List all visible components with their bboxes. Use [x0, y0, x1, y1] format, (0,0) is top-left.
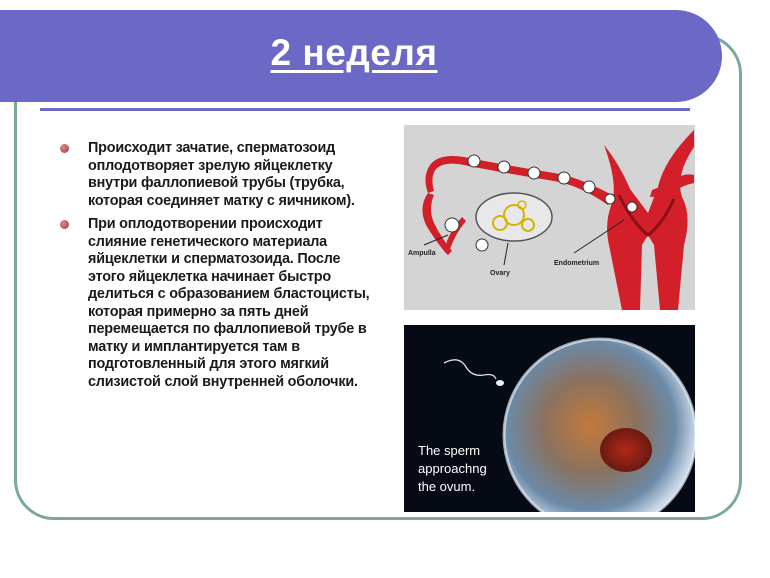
- sperm-tail: [444, 360, 496, 379]
- ovary: [476, 193, 552, 241]
- label-ampulla: Ampulla: [408, 250, 436, 257]
- bullet-dot-icon: [60, 220, 69, 229]
- bullet-text: При оплодотворении происходит слияние генетического материала яйцеклетки и сперматозоида. После этого яйцеклетка начинает быстро делиться с образованием бластоцисты, которая примерно за пять дней перемещается по фаллопиевой трубе в матку и имплантируется там в подготовленный для этого мягкий слизистой слой внутренней оболочки.: [88, 216, 370, 390]
- slide-title: 2 неделя: [270, 32, 438, 73]
- nucleus: [600, 428, 652, 472]
- uterus-shape: [604, 130, 694, 310]
- sperm-head: [496, 380, 504, 386]
- ovum-photo: [404, 325, 695, 512]
- title-rule: [40, 108, 690, 111]
- bullet-item-1: [58, 140, 376, 210]
- label-endometrium: Endometrium: [554, 260, 600, 267]
- reproductive-diagram: [404, 125, 695, 310]
- title-band: [0, 10, 722, 102]
- photo-caption: The sperm approachng the ovum.: [418, 443, 487, 494]
- reproductive-diagram-svg: [404, 125, 695, 310]
- label-ovary: Ovary: [490, 270, 510, 277]
- bullet-dot-icon: [60, 144, 69, 153]
- bullet-item-2: [58, 216, 376, 391]
- bullet-text: Происходит зачатие, сперматозоид оплодотворяет зрелую яйцеклетку внутри фаллопиевой трубы (трубка, которая соединяет матку с яичником).: [88, 140, 355, 209]
- bullet-list: [58, 140, 376, 397]
